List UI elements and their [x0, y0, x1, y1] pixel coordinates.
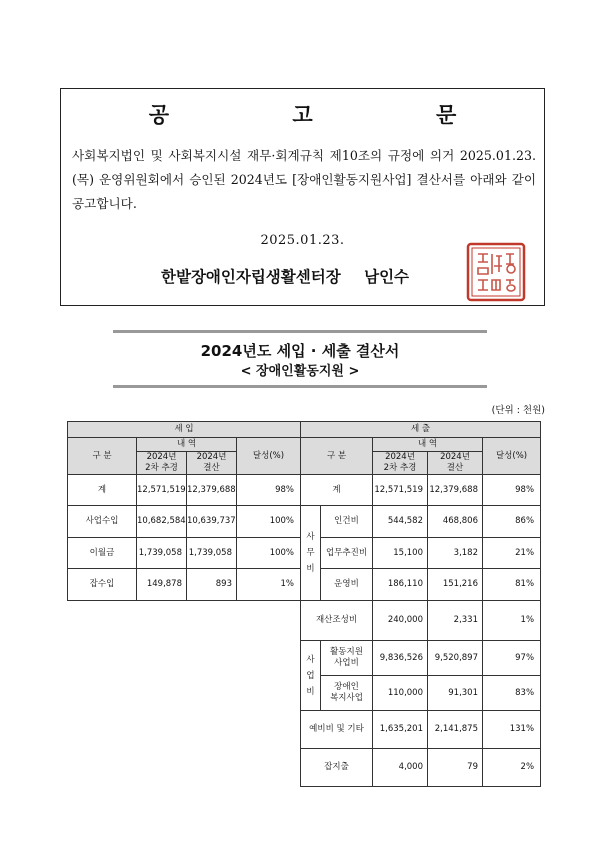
row-label: 계: [301, 475, 373, 506]
table-row: [301, 601, 541, 641]
row-settle: 151,216: [428, 569, 483, 601]
row-label: 운영비: [321, 569, 373, 601]
row-label: 잡수입: [68, 569, 137, 601]
table-row: [301, 711, 541, 749]
table-row: [301, 641, 541, 676]
row-label: 장애인 복지사업: [321, 676, 373, 711]
row-rate: 1%: [483, 601, 541, 641]
table-row: [301, 506, 541, 538]
row-rate: 86%: [483, 506, 541, 538]
row-budget: 10,682,584: [137, 506, 187, 538]
table-row: [68, 538, 301, 569]
row-settle: 79: [428, 749, 483, 787]
row-settle: 9,520,897: [428, 641, 483, 676]
table-row: [301, 569, 541, 601]
table-row: [68, 506, 301, 538]
row-budget: 240,000: [373, 601, 428, 641]
row-rate: 83%: [483, 676, 541, 711]
row-settle: 3,182: [428, 538, 483, 569]
row-budget: 544,582: [373, 506, 428, 538]
row-settle: 2,331: [428, 601, 483, 641]
row-rate: 98%: [237, 475, 301, 506]
notice-title: 공 고 문: [148, 102, 515, 127]
row-rate: 98%: [483, 475, 541, 506]
row-budget: 12,571,519: [373, 475, 428, 506]
row-budget: 186,110: [373, 569, 428, 601]
table-row: [301, 749, 541, 787]
row-budget: 1,739,058: [137, 538, 187, 569]
row-label: 인건비: [321, 506, 373, 538]
row-rate: 1%: [237, 569, 301, 601]
expense-table: [300, 421, 541, 787]
row-settle: 10,639,737: [187, 506, 237, 538]
table-row: [301, 538, 541, 569]
notice-name: 남인수: [364, 268, 410, 286]
expense-col-category: 구 분: [301, 438, 373, 475]
row-settle: 468,806: [428, 506, 483, 538]
notice-org: 한밭장애인자립생활센터장: [161, 268, 341, 286]
row-budget: 110,000: [373, 676, 428, 711]
row-settle: 91,301: [428, 676, 483, 711]
table-row: [301, 475, 541, 506]
title-top-rule: [113, 330, 487, 333]
row-label: 예비비 및 기타: [301, 711, 373, 749]
row-budget: 1,635,201: [373, 711, 428, 749]
row-rate: 97%: [483, 641, 541, 676]
row-budget: 15,100: [373, 538, 428, 569]
row-label: 이월금: [68, 538, 137, 569]
revenue-col-rate: 달성(%): [237, 438, 301, 475]
row-label: 재산조성비: [301, 601, 373, 641]
row-settle: 893: [187, 569, 237, 601]
row-settle: 2,141,875: [428, 711, 483, 749]
notice-date: 2025.01.23.: [260, 233, 345, 248]
revenue-section-header: 세 입: [68, 422, 301, 438]
row-label: 사업수입: [68, 506, 137, 538]
revenue-table: [67, 421, 301, 601]
row-settle: 12,379,688: [428, 475, 483, 506]
row-budget: 4,000: [373, 749, 428, 787]
expense-col-settle: 2024년 결산: [428, 452, 483, 475]
expense-col-detail: 내 역: [373, 438, 483, 452]
row-budget: 149,878: [137, 569, 187, 601]
table-row: [68, 475, 301, 506]
expense-col-budget: 2024년 2차 추경: [373, 452, 428, 475]
row-label: 활동지원 사업비: [321, 641, 373, 676]
table-row: [68, 569, 301, 601]
row-budget: 9,836,526: [373, 641, 428, 676]
revenue-col-settle: 2024년 결산: [187, 452, 237, 475]
table-row: [301, 676, 541, 711]
row-label: 계: [68, 475, 137, 506]
row-rate: 81%: [483, 569, 541, 601]
row-label: 잡지출: [301, 749, 373, 787]
expense-section-header: 세 출: [301, 422, 541, 438]
row-rate: 100%: [237, 506, 301, 538]
revenue-col-detail: 내 역: [137, 438, 237, 452]
row-settle: 12,379,688: [187, 475, 237, 506]
notice-signature: [161, 265, 409, 287]
group-label: 사 업 비: [301, 641, 321, 711]
notice-box: [60, 88, 545, 306]
row-rate: 100%: [237, 538, 301, 569]
row-budget: 12,571,519: [137, 475, 187, 506]
official-seal-icon: [466, 242, 526, 302]
row-label: 업무추진비: [321, 538, 373, 569]
notice-body: 사회복지법인 및 사회복지시설 재무·회계규칙 제10조의 규정에 의거 2025.01.23.(목) 운영위원회에서 승인된 2024년도 [장애인활동지원사업] 결산서를 아래와 같이 공고합니다.: [72, 148, 536, 211]
report-title: 2024년도 세입 · 세출 결산서: [200, 342, 400, 360]
revenue-col-category: 구 분: [68, 438, 137, 475]
group-label: 사 무 비: [301, 506, 321, 601]
expense-col-rate: 달성(%): [483, 438, 541, 475]
row-rate: 2%: [483, 749, 541, 787]
report-subtitle: < 장애인활동지원 >: [240, 364, 360, 379]
row-rate: 131%: [483, 711, 541, 749]
row-rate: 21%: [483, 538, 541, 569]
revenue-col-budget: 2024년 2차 추경: [137, 452, 187, 475]
title-bottom-rule: [113, 385, 487, 388]
row-settle: 1,739,058: [187, 538, 237, 569]
unit-label: (단위 : 천원): [491, 405, 545, 416]
